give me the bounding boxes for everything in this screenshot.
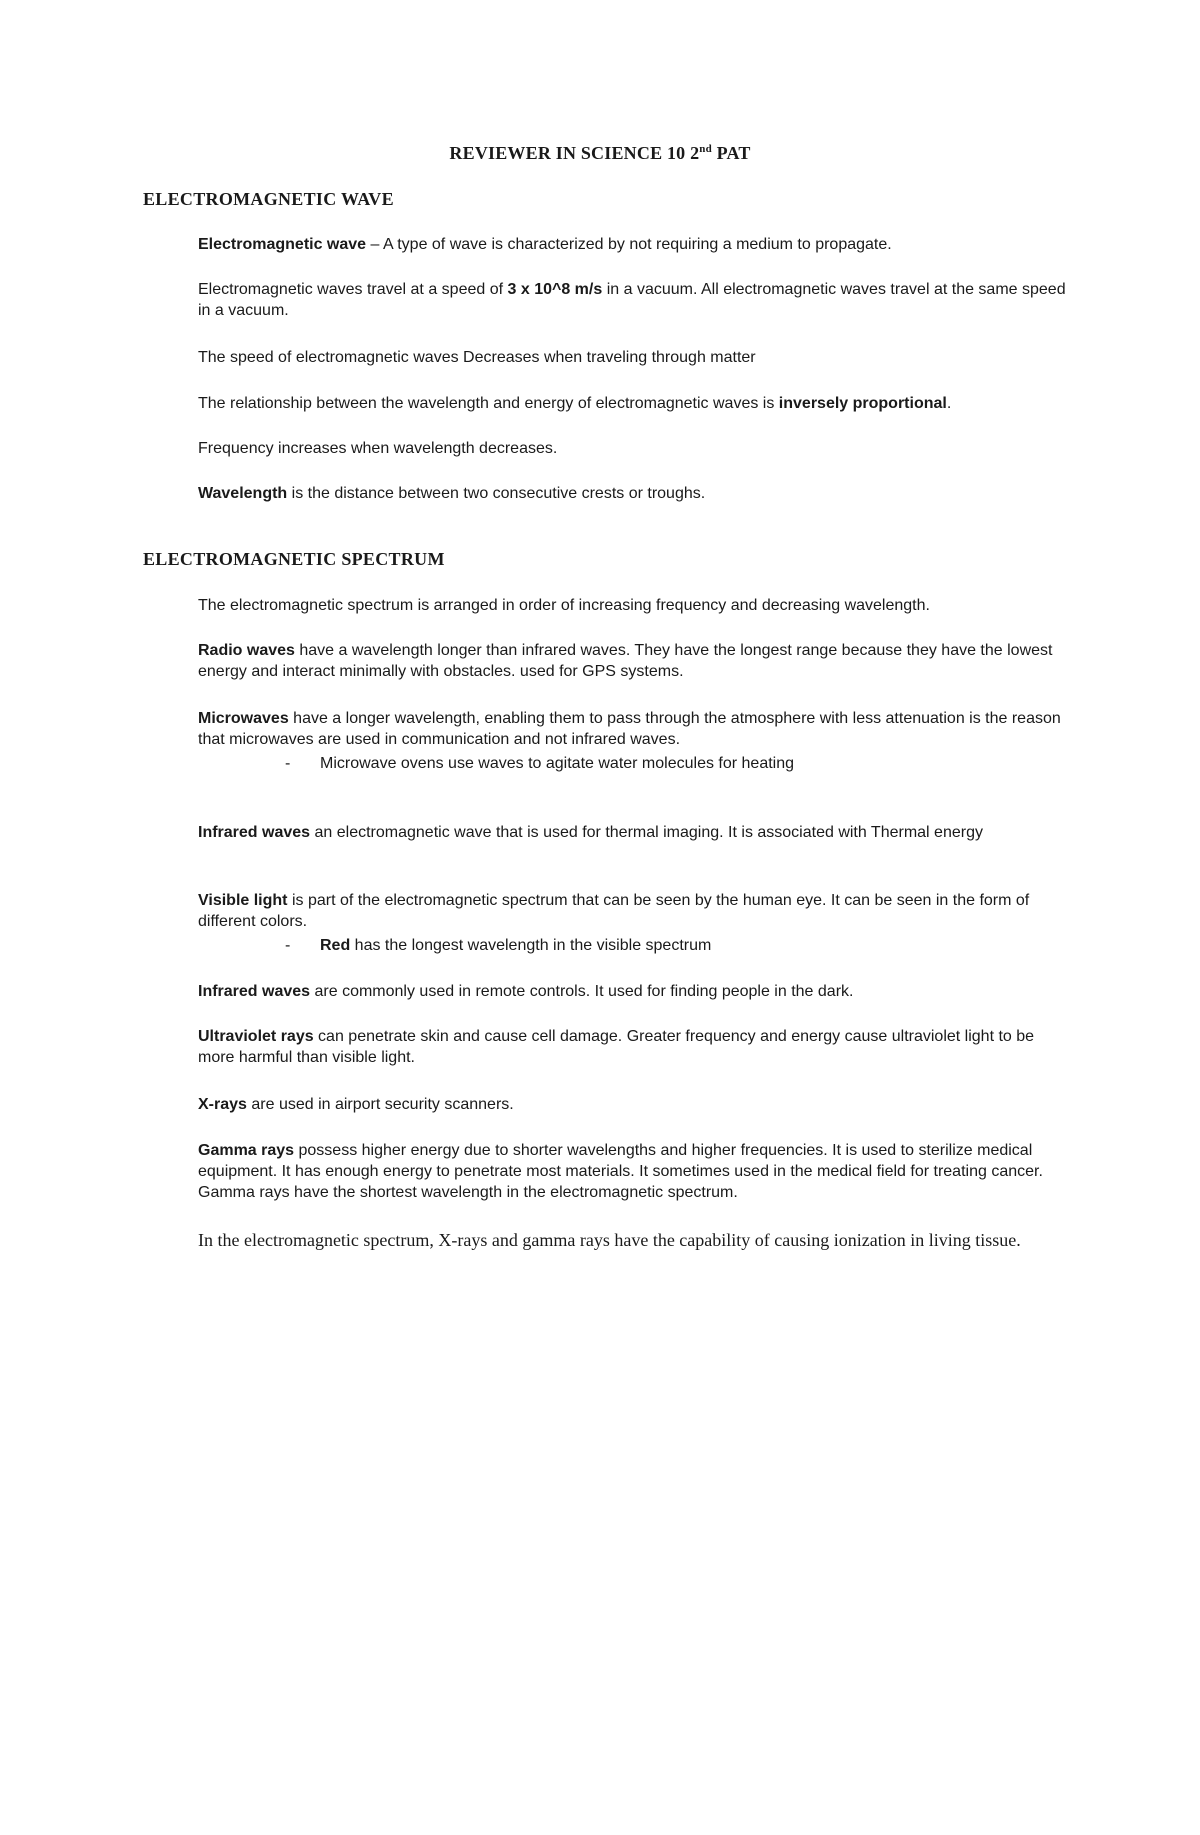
paragraph: The speed of electromagnetic waves Decreases when traveling through matter [198, 349, 756, 366]
paragraph: Infrared waves an electromagnetic wave that is used for thermal imaging. It is associated with Thermal energy [198, 824, 983, 841]
paragraph: Gamma rays possess higher energy due to shorter wavelengths and higher frequencies. It is used to sterilize medical equipment. It has enough energy to penetrate most materials. It sometimes used in the medical field for treating cancer. Gamma rays have the shortest wavelength in the electromagnetic spectrum. [198, 1142, 1043, 1201]
section-heading-em-wave: ELECTROMAGNETIC WAVE [143, 189, 394, 209]
paragraph: Microwaves have a longer wavelength, enabling them to pass through the atmosphere with less attenuation is the reason that microwaves are used in communication and not infrared waves. [198, 710, 1061, 748]
paragraph: Electromagnetic waves travel at a speed of 3 x 10^8 m/s in a vacuum. All electromagnetic waves travel at the same speed in a vacuum. [198, 281, 1066, 319]
paragraph: Electromagnetic wave – A type of wave is characterized by not requiring a medium to propagate. [198, 236, 892, 253]
paragraph: Infrared waves are commonly used in remote controls. It used for finding people in the dark. [198, 983, 854, 1000]
paragraph: The electromagnetic spectrum is arranged in order of increasing frequency and decreasing wavelength. [198, 597, 930, 614]
paragraph: Wavelength is the distance between two consecutive crests or troughs. [198, 485, 706, 502]
paragraph: In the electromagnetic spectrum, X-rays and gamma rays have the capability of causing ionization in living tissue. [198, 1230, 1021, 1250]
paragraph: Frequency increases when wavelength decreases. [198, 440, 558, 457]
paragraph: Visible light is part of the electromagnetic spectrum that can be seen by the human eye. It can be seen in the form of different colors. [198, 892, 1030, 930]
paragraph: Radio waves have a wavelength longer than infrared waves. They have the longest range because they have the lowest energy and interact minimally with obstacles. used for GPS systems. [198, 642, 1053, 680]
paragraph: The relationship between the wavelength and energy of electromagnetic waves is inversely proportional. [198, 395, 952, 412]
bullet-item: - Microwave ovens use waves to agitate water molecules for heating [285, 755, 795, 772]
paragraph: X-rays are used in airport security scanners. [198, 1096, 514, 1113]
page-title: REVIEWER IN SCIENCE 10 2nd PAT [449, 143, 751, 163]
section-heading-em-spectrum: ELECTROMAGNETIC SPECTRUM [143, 549, 445, 569]
bullet-item: - Red has the longest wavelength in the visible spectrum [285, 937, 712, 954]
paragraph: Ultraviolet rays can penetrate skin and cause cell damage. Greater frequency and energy cause ultraviolet light to be more harmful than visible light. [198, 1028, 1035, 1066]
